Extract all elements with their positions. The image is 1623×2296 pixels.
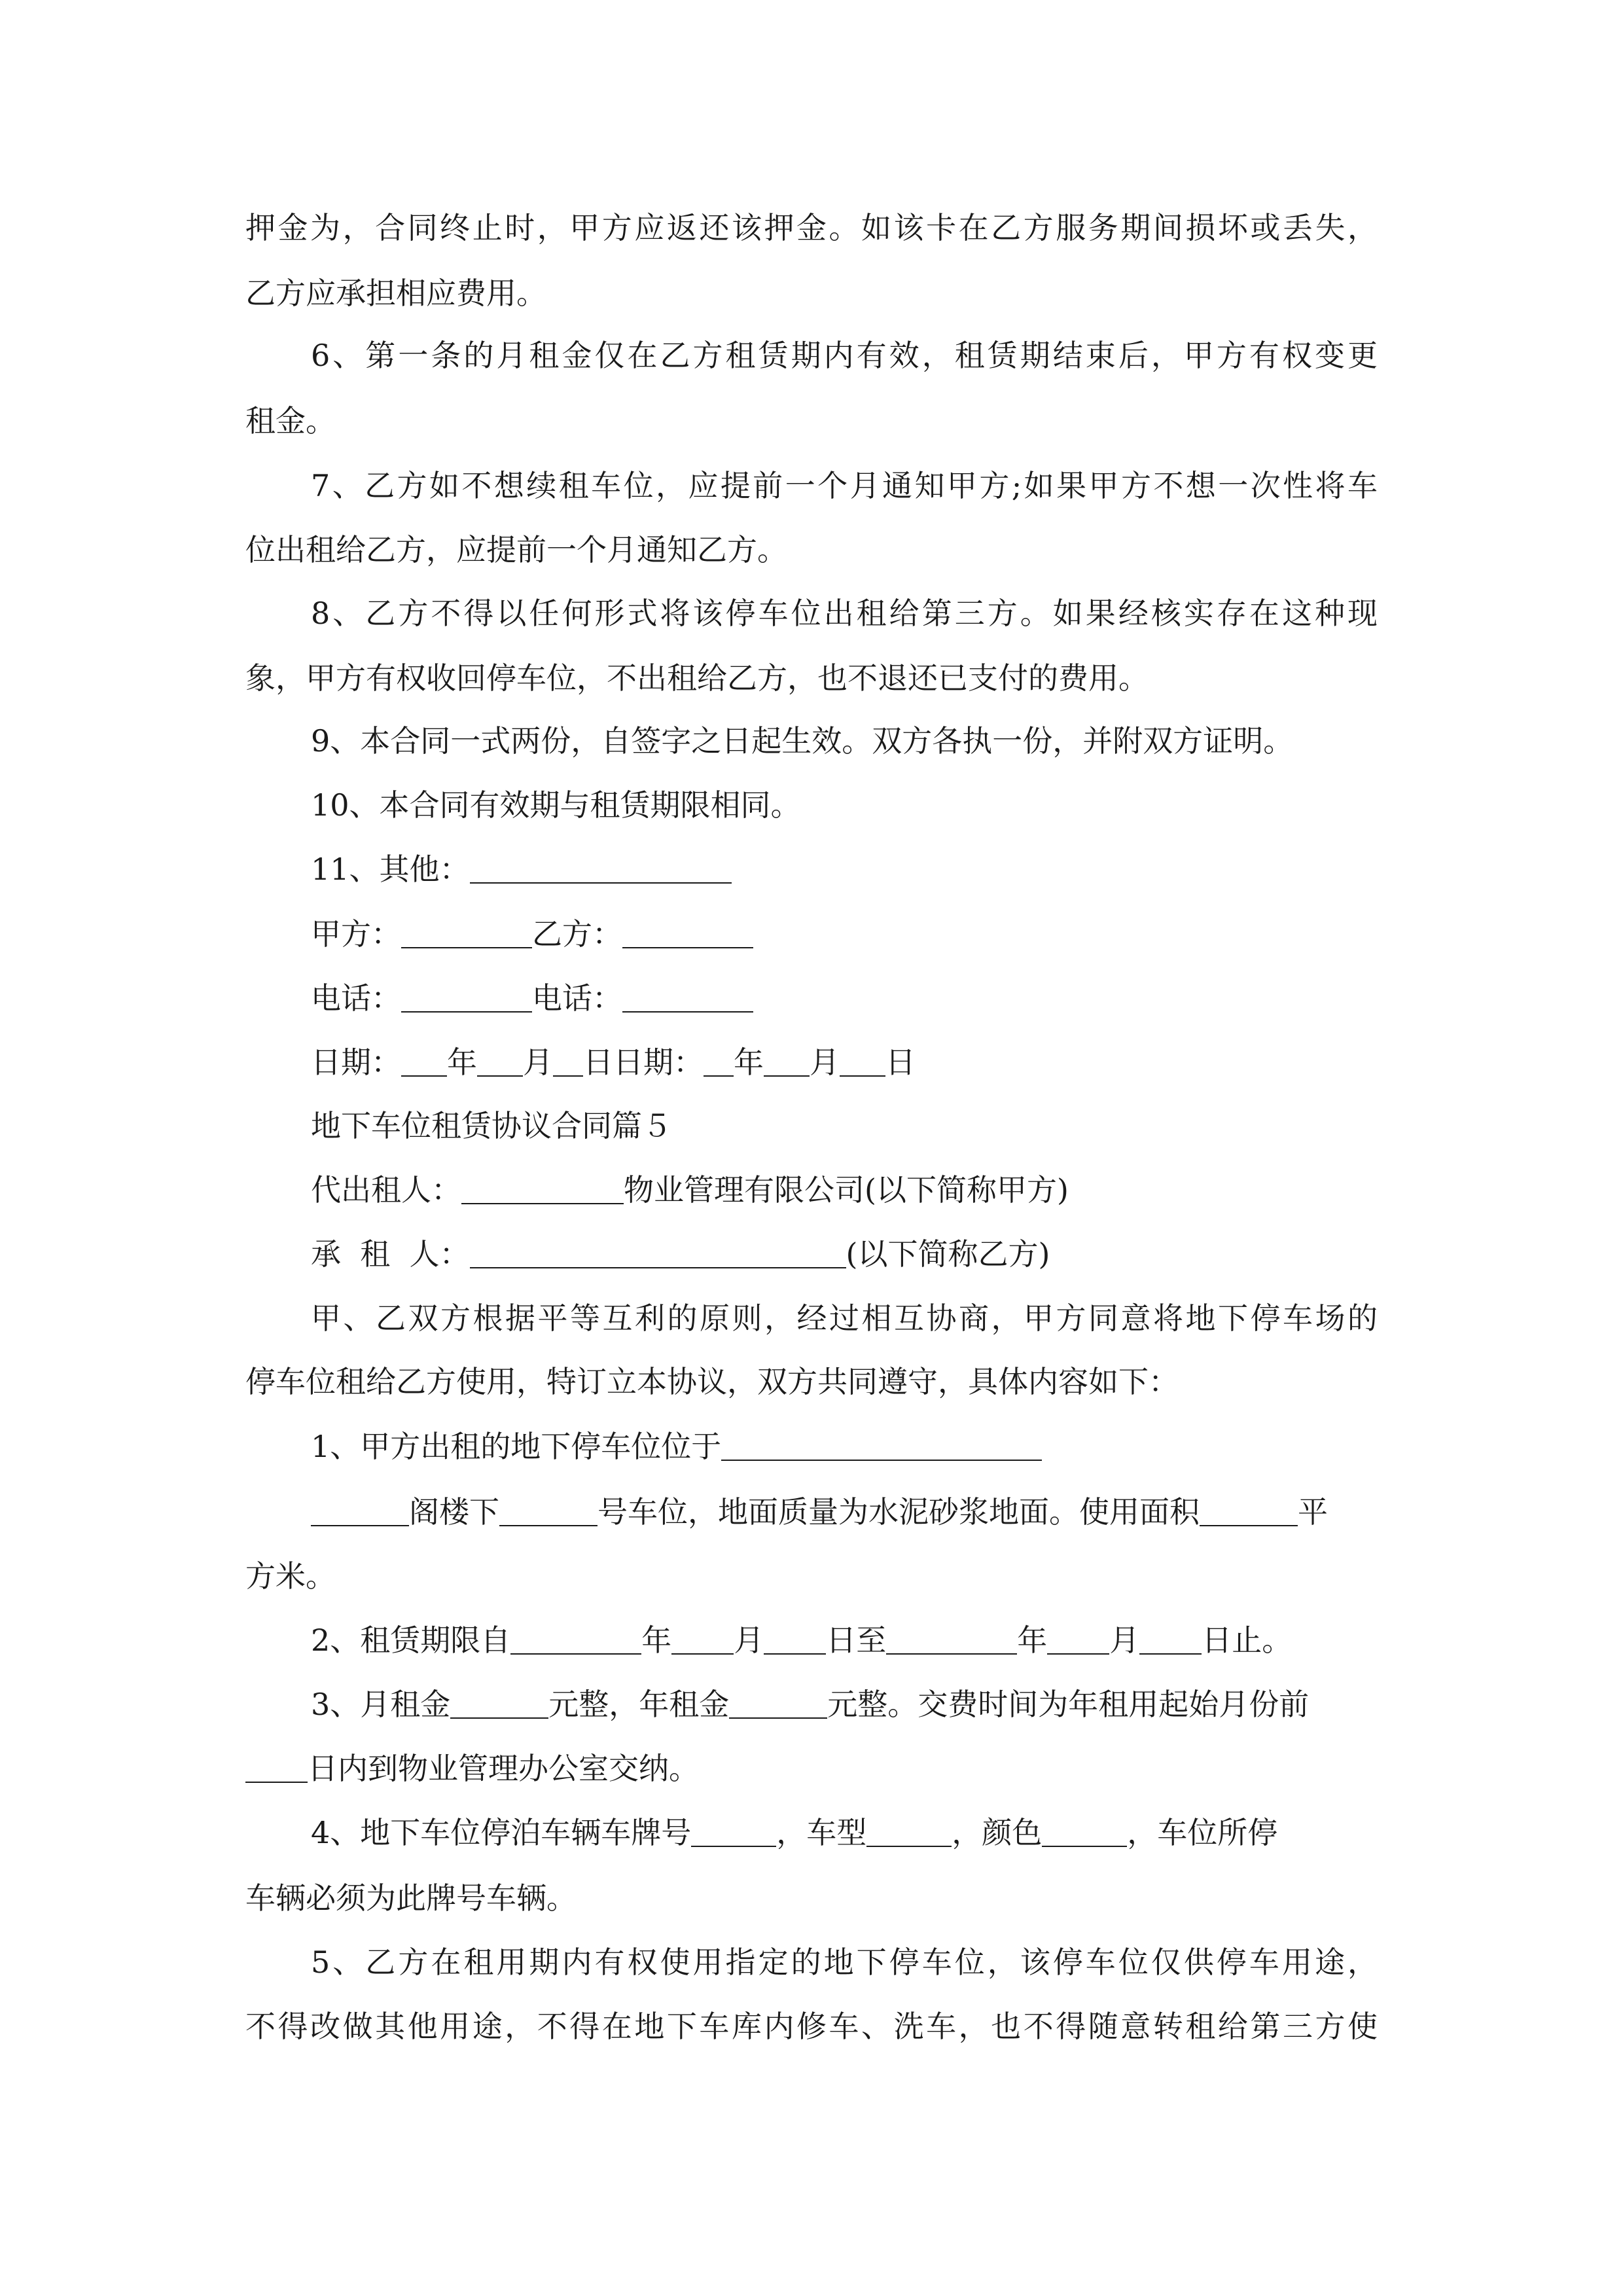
rent-text: 元整，年租金 <box>548 1687 730 1722</box>
term-blank <box>1047 1623 1109 1655</box>
payment-days-blank <box>245 1751 308 1783</box>
plate-blank <box>691 1816 776 1847</box>
text-line: 方米。 <box>245 1558 336 1594</box>
date-label: 日日期： <box>583 1045 704 1080</box>
party-a-blank <box>401 917 532 948</box>
floor-blank <box>311 1495 409 1526</box>
date-unit: 日 <box>885 1045 916 1080</box>
text-line: 7、乙方如不想续租车位，应提前一个月通知甲方;如果甲方不想一次性将车 <box>311 468 1378 503</box>
date-blank <box>764 1045 810 1077</box>
payment-days-text: 日内到物业管理办公室交纳。 <box>308 1751 699 1786</box>
lessor-line <box>311 1170 1069 1210</box>
text-line: 位出租给乙方，应提前一个月通知乙方。 <box>245 532 787 567</box>
space-text: 平 <box>1298 1494 1328 1530</box>
payment-days-line <box>245 1749 699 1788</box>
date-blank <box>401 1045 447 1077</box>
section-heading: 地下车位租赁协议合同篇５ <box>311 1108 672 1143</box>
date-blank <box>840 1045 885 1077</box>
text-line: 6、第一条的月租金仅在乙方租赁期内有效，租赁期结束后，甲方有权变更 <box>311 338 1378 373</box>
term-blank <box>510 1623 641 1655</box>
text-line: 5、乙方在租用期内有权使用指定的地下停车位，该停车位仅供停车用途， <box>311 1945 1378 1980</box>
term-unit: 年 <box>641 1623 672 1658</box>
term-line <box>311 1621 1292 1660</box>
other-terms-line <box>311 850 732 889</box>
text-line: 租金。 <box>245 403 336 439</box>
location-line <box>311 1427 1042 1466</box>
color-blank <box>1042 1816 1127 1847</box>
text-line: 甲、乙双方根据平等互利的原则，经过相互协商，甲方同意将地下停车场的 <box>311 1300 1378 1336</box>
date-unit: 月 <box>810 1045 840 1080</box>
term-unit: 日至 <box>826 1623 887 1658</box>
term-blank <box>1139 1623 1202 1655</box>
vehicle-text: ，车型 <box>776 1815 867 1850</box>
term-unit: 月 <box>1109 1623 1140 1658</box>
text-line: 押金为，合同终止时，甲方应返还该押金。如该卡在乙方服务期间损坏或丢失， <box>245 210 1378 245</box>
term-unit: 月 <box>734 1623 764 1658</box>
lessee-suffix: (以下简称乙方) <box>846 1236 1050 1272</box>
lessee-line <box>311 1234 1050 1274</box>
other-terms-blank <box>470 852 732 884</box>
party-b-phone-blank <box>622 981 753 1013</box>
space-text: 号车位，地面质量为水泥砂浆地面。使用面积 <box>597 1494 1200 1530</box>
text-line: 停车位租给乙方使用，特订立本协议，双方共同遵守，具体内容如下： <box>245 1364 1179 1399</box>
vehicle-line <box>311 1813 1277 1852</box>
party-b-blank <box>622 917 753 948</box>
term-label: 2、租赁期限自 <box>311 1623 511 1658</box>
text-line: 8、乙方不得以任何形式将该停车位出租给第三方。如果经核实存在这种现 <box>311 596 1378 631</box>
vehicle-text: ，车位所停 <box>1127 1815 1278 1850</box>
lessor-label: 代出租人： <box>311 1172 461 1208</box>
term-unit: 年 <box>1017 1623 1048 1658</box>
date-unit: 年 <box>734 1045 764 1080</box>
date-line <box>311 1043 916 1082</box>
lessor-blank <box>461 1173 624 1204</box>
location-label: 1、甲方出租的地下停车位位于 <box>311 1429 722 1464</box>
lessee-blank <box>470 1237 846 1268</box>
area-blank <box>1200 1495 1298 1526</box>
date-unit: 月 <box>523 1045 553 1080</box>
phone-line <box>311 978 753 1018</box>
date-unit: 年 <box>447 1045 477 1080</box>
other-terms-label: 11、其他： <box>311 852 470 887</box>
lessor-suffix: 物业管理有限公司(以下简称甲方) <box>624 1172 1069 1208</box>
text-line: 9、本合同一式两份，自签字之日起生效。双方各执一份，并附双方证明。 <box>311 723 1294 759</box>
party-a-phone-label: 电话： <box>311 980 401 1016</box>
term-blank <box>764 1623 826 1655</box>
location-blank <box>721 1429 1042 1461</box>
date-label: 日期： <box>311 1045 401 1080</box>
party-a-label: 甲方： <box>311 916 401 952</box>
party-signature-line <box>311 914 753 954</box>
space-number-blank <box>499 1495 597 1526</box>
text-line: 10、本合同有效期与租赁期限相同。 <box>311 787 801 823</box>
annual-rent-blank <box>729 1687 827 1719</box>
party-a-phone-blank <box>401 981 532 1013</box>
date-blank <box>553 1045 583 1077</box>
lessee-label: 承 租 人： <box>311 1236 470 1272</box>
text-line: 乙方应承担相应费用。 <box>245 276 546 311</box>
text-line: 象，甲方有权收回停车位，不出租给乙方，也不退还已支付的费用。 <box>245 660 1149 696</box>
vehicle-text: 4、地下车位停泊车辆车牌号 <box>311 1815 692 1850</box>
space-text: 阁楼下 <box>409 1494 499 1530</box>
text-line: 车辆必须为此牌号车辆。 <box>245 1880 577 1916</box>
text-line: 不得改做其他用途，不得在地下车库内修车、洗车，也不得随意转租给第三方使 <box>245 2009 1378 2044</box>
rent-text: 元整。交费时间为年租用起始月份前 <box>827 1687 1310 1722</box>
monthly-rent-blank <box>450 1687 548 1719</box>
term-blank <box>886 1623 1017 1655</box>
rent-text: 3、月租金 <box>311 1687 451 1722</box>
term-blank <box>671 1623 734 1655</box>
vehicle-text: ，颜色 <box>952 1815 1043 1850</box>
model-blank <box>866 1816 952 1847</box>
date-blank <box>477 1045 523 1077</box>
term-unit: 日止。 <box>1202 1623 1293 1658</box>
party-b-phone-label: 电话： <box>532 980 622 1016</box>
date-blank <box>704 1045 734 1077</box>
party-b-label: 乙方： <box>532 916 622 952</box>
space-line <box>311 1492 1378 1532</box>
rent-line <box>311 1685 1309 1724</box>
